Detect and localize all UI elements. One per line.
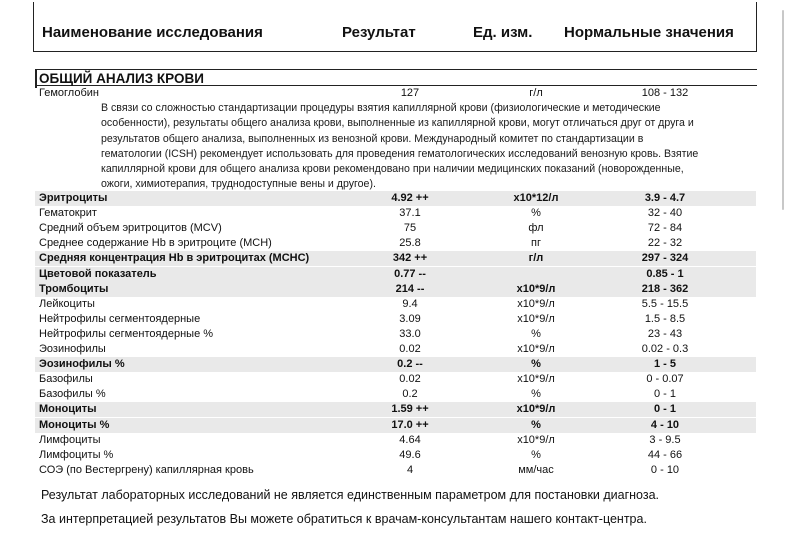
row-name: Цветовой показатель (39, 267, 157, 280)
row-unit: % (531, 418, 541, 431)
row-norm: 0.02 - 0.3 (641, 343, 689, 355)
row-norm: 1 - 5 (653, 358, 676, 371)
row-norm: 108 - 132 (641, 87, 689, 99)
row-unit: x10*9/л (517, 297, 555, 310)
row-result: 75 (403, 222, 417, 235)
table-row (35, 206, 756, 221)
row-result: 214 -- (395, 282, 425, 295)
scrollbar[interactable] (782, 10, 784, 210)
row-unit: % (531, 448, 541, 461)
table-row (35, 387, 756, 402)
table-row (35, 327, 756, 342)
table-row (35, 236, 756, 251)
row-norm: 0 - 1 (653, 388, 676, 401)
row-result: 4.64 (399, 433, 421, 446)
table-row (35, 251, 756, 266)
row-name: Моноциты % (39, 418, 110, 431)
row-name: Средняя концентрация Hb в эритроцитах (MCHC) (39, 252, 310, 265)
row-result: 342 ++ (392, 252, 428, 265)
row-name: Гемоглобин (39, 87, 99, 99)
row-unit: % (531, 388, 541, 401)
table-row (35, 372, 756, 387)
table-row (35, 342, 756, 357)
row-norm: 0 - 1 (653, 403, 676, 416)
row-result: 0.77 -- (394, 267, 426, 280)
row-norm: 44 - 66 (647, 448, 683, 461)
row-unit: % (531, 207, 541, 220)
row-result: 49.6 (399, 448, 421, 461)
row-result: 0.2 -- (397, 358, 423, 371)
methodology-note: В связи со сложностью стандартизации процедуры взятия капиллярной крови (физиологические и методические особенности), результаты общего анализа крови, выполненные из капиллярной крови, могут отличаться друг от друга и результатов общего анализа, выполненных из венозной крови. Международный комитет по стандартизации в гематологии (ICSH) рекомендует использовать для проведения гематологических исследований венозную кровь. Взятие капиллярной крови для общего анализа крови рекомендовано при наличии медицинских показаний (новорожденные, ожоги, химиотерапия, труднодоступные вены и другое). (101, 102, 699, 191)
row-unit: % (531, 327, 541, 340)
row-norm: 0 - 0.07 (646, 373, 684, 386)
row-unit: г/л (528, 252, 544, 265)
row-unit: % (531, 358, 541, 371)
row-norm: 297 - 324 (641, 252, 689, 265)
row-result: 0.02 (399, 373, 421, 386)
header-result: Результат (342, 24, 416, 41)
row-unit: x10*9/л (517, 343, 555, 355)
row-norm: 218 - 362 (641, 282, 689, 295)
table-row (35, 357, 756, 372)
table-row (35, 221, 756, 236)
table-row (35, 297, 756, 312)
row-result: 25.8 (399, 237, 421, 250)
row-result: 37.1 (399, 207, 421, 220)
row-name: Эозинофилы (39, 343, 106, 355)
row-name: Эритроциты (39, 192, 108, 204)
row-result: 1.59 ++ (391, 403, 429, 416)
row-name: Средний объем эритроцитов (MCV) (39, 222, 222, 235)
row-unit: x10*9/л (517, 312, 555, 325)
row-name: Базофилы (39, 373, 93, 386)
row-norm: 32 - 40 (647, 207, 683, 220)
row-result: 17.0 ++ (391, 418, 429, 431)
row-name: Гематокрит (39, 207, 97, 220)
row-result: 0.02 (399, 343, 421, 355)
row-norm: 3.9 - 4.7 (644, 192, 686, 204)
row-norm: 0 - 10 (650, 463, 680, 476)
row-unit: x10*9/л (517, 373, 555, 386)
row-name: Моноциты (39, 403, 97, 416)
row-unit: пг (531, 237, 541, 250)
table-row (35, 402, 756, 417)
row-result: 9.4 (402, 297, 418, 310)
row-norm: 1.5 - 8.5 (644, 312, 686, 325)
row-name: Тромбоциты (39, 282, 109, 295)
row-norm: 3 - 9.5 (649, 433, 681, 446)
table-row (35, 418, 756, 433)
row-norm: 5.5 - 15.5 (641, 297, 689, 310)
table-row (35, 448, 756, 463)
row-norm: 4 - 10 (650, 418, 680, 431)
table-row (35, 191, 756, 206)
table-row-hemoglobin (35, 86, 756, 101)
header-unit: Ед. изм. (473, 24, 533, 41)
row-unit: x10*9/л (516, 282, 556, 295)
table-header (33, 2, 757, 52)
header-name: Наименование исследования (42, 24, 263, 41)
row-name: Лейкоциты (39, 297, 95, 310)
row-name: Нейтрофилы сегментоядерные (39, 312, 201, 325)
row-norm: 22 - 32 (647, 237, 683, 250)
row-unit: мм/час (518, 463, 554, 476)
row-unit: фл (528, 222, 544, 235)
row-name: Среднее содержание Hb в эритроците (MCH) (39, 237, 272, 250)
row-result: 3.09 (399, 312, 421, 325)
table-row (35, 312, 756, 327)
row-name: Лимфоциты % (39, 448, 114, 461)
row-result: 4 (406, 463, 414, 476)
row-unit: x10*12/л (513, 192, 559, 204)
row-name: СОЭ (по Вестергрену) капиллярная кровь (39, 463, 254, 476)
footer-contact: За интерпретацией результатов Вы можете обратиться к врачам-консультантам нашего контакт-центра. (41, 512, 647, 526)
row-result: 127 (400, 87, 420, 99)
row-result: 33.0 (399, 327, 421, 340)
row-norm: 0.85 - 1 (646, 267, 684, 280)
row-unit: x10*9/л (517, 433, 555, 446)
row-name: Базофилы % (39, 388, 106, 401)
table-row (35, 267, 756, 282)
section-title: ОБЩИЙ АНАЛИЗ КРОВИ (35, 69, 757, 86)
row-name: Нейтрофилы сегментоядерные % (39, 327, 214, 340)
row-result: 4.92 ++ (391, 192, 429, 204)
table-row (35, 463, 756, 478)
table-row (35, 282, 756, 297)
row-unit: x10*9/л (516, 403, 556, 416)
footer-disclaimer: Результат лабораторных исследований не является единственным параметром для постановки диагноза. (41, 488, 660, 502)
header-norm: Нормальные значения (564, 24, 734, 41)
row-norm: 23 - 43 (647, 327, 683, 340)
table-row (35, 433, 756, 448)
row-name: Лимфоциты (39, 433, 101, 446)
row-norm: 72 - 84 (647, 222, 683, 235)
row-name: Эозинофилы % (39, 358, 125, 371)
row-result: 0.2 (402, 388, 418, 401)
row-unit: г/л (529, 87, 543, 99)
